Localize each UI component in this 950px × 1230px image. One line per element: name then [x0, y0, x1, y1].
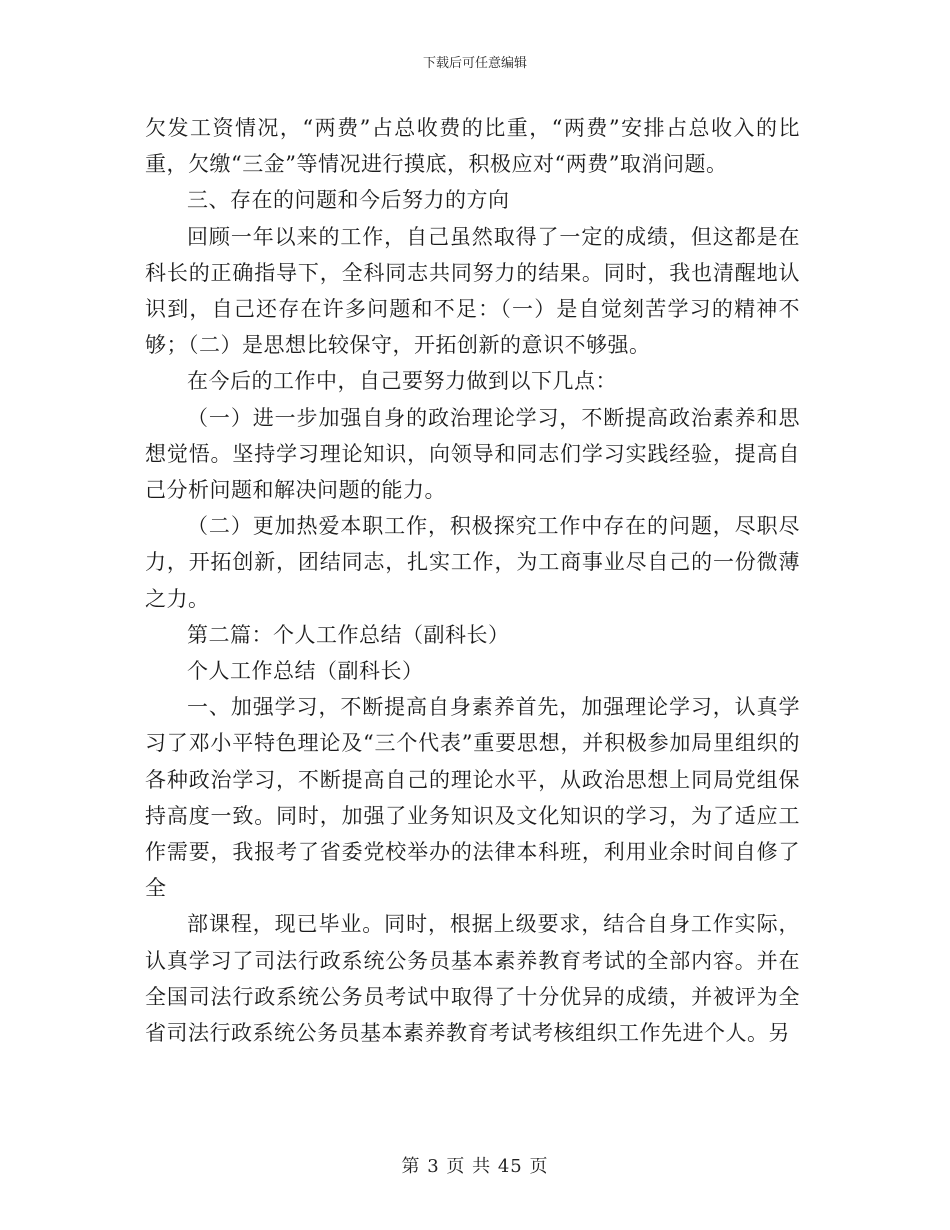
section-heading-3: 三、存在的问题和今后努力的方向 [187, 188, 510, 213]
paragraph-future-intro: 在今后的工作中，自己要努力做到以下几点： [187, 369, 617, 394]
paragraph-point-2: （二）更加热爱本职工作，积极探究工作中存在的问题，尽职尽力，开拓创新，团结同志，扎实工作，为工商事业尽自己的一份微薄之力。 [145, 514, 800, 611]
page-header: 下载后可任意编辑 [422, 56, 527, 71]
paragraph-study: 一、加强学习，不断提高自身素养首先，加强理论学习，认真学习了邓小平特色理论及“三个代表”重要思想，并积极参加局里组织的各种政治学习，不断提高自己的理论水平，从政治思想上同局党组保持高度一致。同时，加强了业务知识及文化知识的学习，为了适应工作需要，我报考了省委党校举办的法律本科班，利用业余时间自修了全 [145, 695, 800, 901]
paragraph-courses: 部课程，现已毕业。同时，根据上级要求，结合自身工作实际，认真学习了司法行政系统公务员基本素养教育考试的全部内容。并在全国司法行政系统公务员考试中取得了十分优异的成绩，并被评为全省司法行政系统公务员基本素养教育考试考核组织工作先进个人。另 [145, 912, 800, 1046]
paragraph-1: 欠发工资情况，“两费”占总收费的比重，“两费”安排占总收入的比重，欠缴“三金”等情况进行摸底，积极应对“两费”取消问题。 [145, 116, 800, 177]
document-body [145, 110, 800, 1051]
paragraph-review: 回顾一年以来的工作，自己虽然取得了一定的成绩，但这都是在科长的正确指导下，全科同志共同努力的结果。同时，我也清醒地认识到，自己还存在许多问题和不足：（一）是自觉刻苦学习的精神不够；（二）是思想比较保守，开拓创新的意识不够强。 [145, 224, 800, 358]
chapter-title: 第二篇：个人工作总结（副科长） [187, 622, 510, 647]
paragraph-point-1: （一）进一步加强自身的政治理论学习，不断提高政治素养和思想觉悟。坚持学习理论知识，向领导和同志们学习实践经验，提高自己分析问题和解决问题的能力。 [145, 405, 800, 503]
page-number: 第 3 页 共 45 页 [401, 1156, 549, 1177]
document-subtitle: 个人工作总结（副科长） [187, 659, 424, 684]
